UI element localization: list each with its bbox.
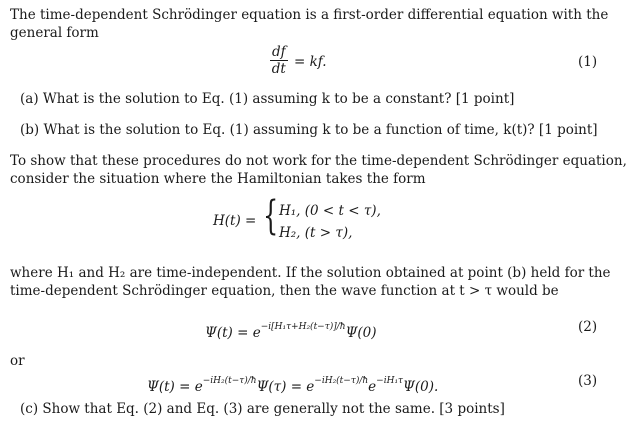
cases-brace: { <box>263 193 279 239</box>
hamiltonian-case-2: H₂, (t > τ), <box>279 225 353 241</box>
intro-paragraph <box>10 6 616 42</box>
hamiltonian-lhs: H(t) = <box>213 213 257 229</box>
para2-line-2: consider the situation where the Hamiltonian takes the form <box>10 171 426 187</box>
eq2-number: (2) <box>578 319 598 335</box>
eq1-number: (1) <box>578 54 598 70</box>
eq2-rhs: Ψ(0) <box>345 325 377 341</box>
eq3-part-4: Ψ(0). <box>403 379 439 395</box>
eq3-part-1: Ψ(t) = e <box>147 379 203 395</box>
paragraph-2 <box>10 152 627 188</box>
eq2-exponent: −i[H₁τ+H₂(t−τ)]/ħ <box>260 322 346 332</box>
eq1-fraction <box>270 44 288 77</box>
eq3-exponent-1: −iH₂(t−τ)/ħ <box>202 376 257 386</box>
eq2-expression <box>205 318 377 342</box>
eq2-lhs: Ψ(t) = e <box>205 325 261 341</box>
eq3-exponent-3: −iH₁τ <box>376 376 404 386</box>
intro-line-1: The time-dependent Schrödinger equation is a first-order differential equation with the <box>10 7 609 23</box>
hamiltonian-case-1: H₁, (0 < t < τ), <box>279 203 381 219</box>
paragraph-3 <box>10 264 616 300</box>
para3-line-1: where H₁ and H₂ are time-independent. If the solution obtained at point (b) held for the <box>10 265 611 281</box>
eq3-number: (3) <box>578 373 598 389</box>
eq3-part-2: Ψ(τ) = e <box>256 379 315 395</box>
intro-line-2: general form <box>10 25 99 41</box>
eq3-exponent-2: −iH₂(t−τ)/ħ <box>314 376 369 386</box>
or-text: or <box>10 353 25 369</box>
eq3-part-3: e <box>368 379 377 395</box>
eq1-denominator: dt <box>271 61 286 77</box>
eq3-expression <box>147 372 438 396</box>
part-a: (a) What is the solution to Eq. (1) assuming k to be a constant? [1 point] <box>20 91 515 107</box>
eq1-numerator: df <box>272 44 286 60</box>
para2-line-1: To show that these procedures do not work for the time-dependent Schrödinger equation, <box>10 153 627 169</box>
para3-line-2: time-dependent Schrödinger equation, then the wave function at t > τ would be <box>10 283 559 299</box>
eq1-rhs: = kf. <box>294 54 327 70</box>
part-b: (b) What is the solution to Eq. (1) assuming k to be a function of time, k(t)? [1 point] <box>20 122 598 138</box>
part-c: (c) Show that Eq. (2) and Eq. (3) are generally not the same. [3 points] <box>20 401 505 417</box>
